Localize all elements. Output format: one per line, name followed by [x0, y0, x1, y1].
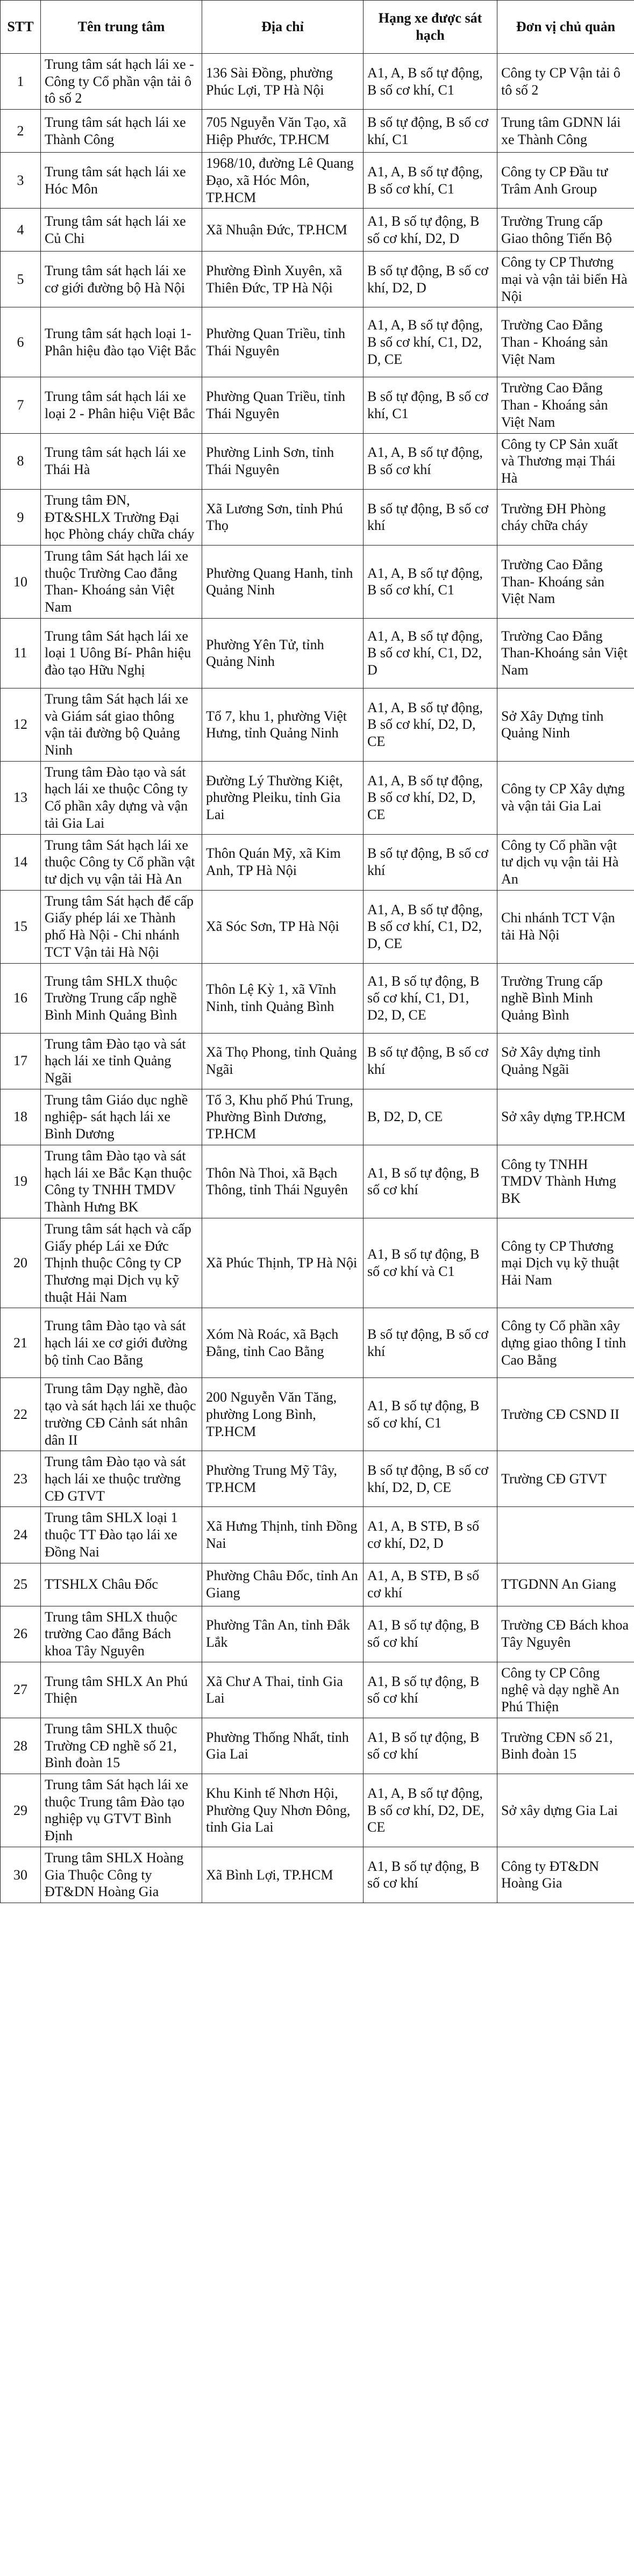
- table-row: [1, 209, 634, 252]
- row-managing-unit: Công ty TNHH TMDV Thành Hưng BK: [497, 1145, 634, 1218]
- table-row: [1, 1847, 634, 1903]
- row-stt: 19: [1, 1145, 41, 1218]
- table-row: [1, 153, 634, 209]
- row-managing-unit: Sở Xây dựng tỉnh Quảng Ngãi: [497, 1033, 634, 1089]
- row-center-name: Trung tâm sát hạch lái xe loại 2 - Phân hiệu Việt Bắc: [41, 377, 202, 433]
- table-row: [1, 963, 634, 1033]
- table-row: [1, 1774, 634, 1847]
- row-stt: 8: [1, 433, 41, 489]
- row-stt: 4: [1, 209, 41, 252]
- row-managing-unit: Trường Cao Đẳng Than-Khoáng sản Việt Nam: [497, 618, 634, 688]
- row-managing-unit: Trường Trung cấp Giao thông Tiến Bộ: [497, 209, 634, 252]
- row-address: Thôn Lệ Kỳ 1, xã Vĩnh Ninh, tỉnh Quảng Bình: [202, 963, 364, 1033]
- row-stt: 26: [1, 1606, 41, 1662]
- row-vehicle-classes: B số tự động, B số cơ khí: [364, 1308, 497, 1378]
- row-address: Xã Thọ Phong, tỉnh Quảng Ngãi: [202, 1033, 364, 1089]
- row-vehicle-classes: A1, A, B STĐ, B số cơ khí, D2, D: [364, 1507, 497, 1563]
- row-managing-unit: Trường Cao Đẳng Than- Khoáng sản Việt Nam: [497, 545, 634, 618]
- table-row: [1, 618, 634, 688]
- row-address: Phường Quan Triều, tỉnh Thái Nguyên: [202, 377, 364, 433]
- row-stt: 29: [1, 1774, 41, 1847]
- row-stt: 28: [1, 1718, 41, 1774]
- row-center-name: Trung tâm sát hạch lái xe Hóc Môn: [41, 153, 202, 209]
- row-center-name: Trung tâm SHLX Hoàng Gia Thuộc Công ty ĐT&DN Hoàng Gia: [41, 1847, 202, 1903]
- row-address: 705 Nguyễn Văn Tạo, xã Hiệp Phước, TP.HCM: [202, 110, 364, 153]
- row-vehicle-classes: B số tự động, B số cơ khí, D2, D: [364, 252, 497, 307]
- row-center-name: Trung tâm SHLX thuộc Trường CĐ nghề số 21, Bình đoàn 15: [41, 1718, 202, 1774]
- row-vehicle-classes: A1, B số tự động, B số cơ khí: [364, 1718, 497, 1774]
- row-address: Tổ 3, Khu phố Phú Trung, Phường Bình Dương, TP.HCM: [202, 1089, 364, 1145]
- row-vehicle-classes: A1, A, B số tự động, B số cơ khí, D2, D, CE: [364, 761, 497, 834]
- row-vehicle-classes: A1, B số tự động, B số cơ khí: [364, 1847, 497, 1903]
- row-managing-unit: Trường CĐ GTVT: [497, 1451, 634, 1507]
- row-address: Khu Kinh tế Nhơn Hội, Phường Quy Nhơn Đông, tỉnh Gia Lai: [202, 1774, 364, 1847]
- row-stt: 30: [1, 1847, 41, 1903]
- table-row: [1, 761, 634, 834]
- row-managing-unit: Trường ĐH Phòng cháy chữa cháy: [497, 489, 634, 545]
- row-center-name: Trung tâm Sát hạch lái xe thuộc Trường Cao đẳng Than- Khoáng sản Việt Nam: [41, 545, 202, 618]
- row-center-name: Trung tâm sát hạch loại 1- Phân hiệu đào tạo Việt Bắc: [41, 307, 202, 377]
- table-row: [1, 1606, 634, 1662]
- row-vehicle-classes: B số tự động, B số cơ khí, D2, D, CE: [364, 1451, 497, 1507]
- row-address: Phường Thống Nhất, tỉnh Gia Lai: [202, 1718, 364, 1774]
- header-managing-unit: Đơn vị chủ quản: [497, 1, 634, 54]
- row-center-name: Trung tâm SHLX An Phú Thiện: [41, 1662, 202, 1718]
- row-stt: 1: [1, 54, 41, 110]
- row-stt: 22: [1, 1378, 41, 1451]
- table-row: [1, 1145, 634, 1218]
- row-managing-unit: Trường Trung cấp nghề Bình Minh Quảng Bình: [497, 963, 634, 1033]
- row-vehicle-classes: A1, B số tự động, B số cơ khí: [364, 1662, 497, 1718]
- row-vehicle-classes: A1, B số tự động, B số cơ khí, C1, D1, D2, D, CE: [364, 963, 497, 1033]
- row-center-name: Trung tâm Sát hạch lái xe loại 1 Uông Bí- Phân hiệu đào tạo Hữu Nghị: [41, 618, 202, 688]
- row-vehicle-classes: A1, A, B số tự động, B số cơ khí, C1: [364, 545, 497, 618]
- row-managing-unit: Trường CĐ Bách khoa Tây Nguyên: [497, 1606, 634, 1662]
- table-row: [1, 252, 634, 307]
- row-stt: 23: [1, 1451, 41, 1507]
- row-managing-unit: Công ty CP Xây dựng và vận tải Gia Lai: [497, 761, 634, 834]
- row-center-name: Trung tâm Sát hạch để cấp Giấy phép lái xe Thành phố Hà Nội - Chi nhánh TCT Vận tải Hà Nội: [41, 890, 202, 963]
- table-row: [1, 1507, 634, 1563]
- row-address: Đường Lý Thường Kiệt, phường Pleiku, tỉnh Gia Lai: [202, 761, 364, 834]
- row-stt: 10: [1, 545, 41, 618]
- row-managing-unit: Sở xây dựng TP.HCM: [497, 1089, 634, 1145]
- row-managing-unit: Sở xây dựng Gia Lai: [497, 1774, 634, 1847]
- table-row: [1, 545, 634, 618]
- row-managing-unit: [497, 1507, 634, 1563]
- row-vehicle-classes: A1, A, B số tự động, B số cơ khí, D2, DE, CE: [364, 1774, 497, 1847]
- row-center-name: Trung tâm sát hạch lái xe Củ Chi: [41, 209, 202, 252]
- row-vehicle-classes: A1, A, B số tự động, B số cơ khí, C1, D2, D: [364, 618, 497, 688]
- row-address: Xã Chư A Thai, tỉnh Gia Lai: [202, 1662, 364, 1718]
- row-managing-unit: Công ty CP Thương mại Dịch vụ kỹ thuật Hải Nam: [497, 1218, 634, 1308]
- row-vehicle-classes: B số tự động, B số cơ khí: [364, 834, 497, 890]
- row-center-name: Trung tâm sát hạch lái xe - Công ty Cổ phần vận tải ô tô số 2: [41, 54, 202, 110]
- row-center-name: Trung tâm sát hạch lái xe Thành Công: [41, 110, 202, 153]
- row-managing-unit: Công ty Cổ phần vật tư dịch vụ vận tải Hà An: [497, 834, 634, 890]
- row-vehicle-classes: A1, B số tự động, B số cơ khí: [364, 1606, 497, 1662]
- row-address: Xã Lương Sơn, tỉnh Phú Thọ: [202, 489, 364, 545]
- header-stt: STT: [1, 1, 41, 54]
- row-stt: 21: [1, 1308, 41, 1378]
- row-address: 200 Nguyễn Văn Tăng, phường Long Bình, TP.HCM: [202, 1378, 364, 1451]
- row-address: 136 Sài Đồng, phường Phúc Lợi, TP Hà Nội: [202, 54, 364, 110]
- table-row: [1, 1378, 634, 1451]
- row-stt: 9: [1, 489, 41, 545]
- row-stt: 25: [1, 1563, 41, 1606]
- row-address: Phường Linh Sơn, tỉnh Thái Nguyên: [202, 433, 364, 489]
- table-row: [1, 1033, 634, 1089]
- row-managing-unit: Trường Cao Đẳng Than - Khoáng sản Việt Nam: [497, 377, 634, 433]
- row-stt: 27: [1, 1662, 41, 1718]
- row-address: 1968/10, đường Lê Quang Đạo, xã Hóc Môn, TP.HCM: [202, 153, 364, 209]
- row-vehicle-classes: B số tự động, B số cơ khí: [364, 1033, 497, 1089]
- row-center-name: Trung tâm SHLX loại 1 thuộc TT Đào tạo lái xe Đồng Nai: [41, 1507, 202, 1563]
- row-stt: 16: [1, 963, 41, 1033]
- row-stt: 14: [1, 834, 41, 890]
- row-managing-unit: Công ty CP Vận tải ô tô số 2: [497, 54, 634, 110]
- row-address: Xã Sóc Sơn, TP Hà Nội: [202, 890, 364, 963]
- row-stt: 15: [1, 890, 41, 963]
- row-managing-unit: Trường Cao Đẳng Than - Khoáng sản Việt Nam: [497, 307, 634, 377]
- row-center-name: Trung tâm SHLX thuộc trường Cao đẳng Bách khoa Tây Nguyên: [41, 1606, 202, 1662]
- table-header-row: [1, 1, 634, 54]
- row-address: Phường Quang Hanh, tỉnh Quảng Ninh: [202, 545, 364, 618]
- row-center-name: Trung tâm Đào tạo và sát hạch lái xe tỉnh Quảng Ngãi: [41, 1033, 202, 1089]
- row-vehicle-classes: B, D2, D, CE: [364, 1089, 497, 1145]
- row-vehicle-classes: A1, B số tự động, B số cơ khí, C1: [364, 1378, 497, 1451]
- table-row: [1, 110, 634, 153]
- row-managing-unit: Công ty CP Đầu tư Trâm Anh Group: [497, 153, 634, 209]
- row-address: Phường Tân An, tỉnh Đắk Lắk: [202, 1606, 364, 1662]
- table-row: [1, 1308, 634, 1378]
- row-address: Xã Hưng Thịnh, tỉnh Đồng Nai: [202, 1507, 364, 1563]
- row-stt: 20: [1, 1218, 41, 1308]
- row-managing-unit: Công ty CP Công nghệ và dạy nghề An Phú Thiện: [497, 1662, 634, 1718]
- row-managing-unit: Trường CĐ CSND II: [497, 1378, 634, 1451]
- row-address: Thôn Quán Mỹ, xã Kim Anh, TP Hà Nội: [202, 834, 364, 890]
- row-center-name: Trung tâm SHLX thuộc Trường Trung cấp nghề Bình Minh Quảng Bình: [41, 963, 202, 1033]
- row-vehicle-classes: A1, B số tự động, B số cơ khí, D2, D: [364, 209, 497, 252]
- row-address: Xã Bình Lợi, TP.HCM: [202, 1847, 364, 1903]
- row-vehicle-classes: A1, A, B STĐ, B số cơ khí: [364, 1563, 497, 1606]
- row-center-name: Trung tâm sát hạch và cấp Giấy phép Lái xe Đức Thịnh thuộc Công ty CP Thương mại Dịch vụ kỹ thuật Hải Nam: [41, 1218, 202, 1308]
- table-row: [1, 1563, 634, 1606]
- header-vehicle-classes: Hạng xe được sát hạch: [364, 1, 497, 54]
- row-center-name: Trung tâm Dạy nghề, đào tạo và sát hạch lái xe thuộc trường CĐ Cảnh sát nhân dân II: [41, 1378, 202, 1451]
- row-vehicle-classes: A1, B số tự động, B số cơ khí: [364, 1145, 497, 1218]
- row-vehicle-classes: A1, A, B số tự động, B số cơ khí, D2, D, CE: [364, 688, 497, 761]
- row-center-name: Trung tâm Đào tạo và sát hạch lái xe thuộc trường CĐ GTVT: [41, 1451, 202, 1507]
- row-address: Xã Nhuận Đức, TP.HCM: [202, 209, 364, 252]
- row-stt: 13: [1, 761, 41, 834]
- row-address: Phường Châu Đốc, tỉnh An Giang: [202, 1563, 364, 1606]
- row-stt: 24: [1, 1507, 41, 1563]
- row-vehicle-classes: B số tự động, B số cơ khí, C1: [364, 110, 497, 153]
- table-row: [1, 834, 634, 890]
- row-stt: 2: [1, 110, 41, 153]
- table-row: [1, 377, 634, 433]
- row-vehicle-classes: A1, B số tự động, B số cơ khí và C1: [364, 1218, 497, 1308]
- row-vehicle-classes: B số tự động, B số cơ khí, C1: [364, 377, 497, 433]
- row-stt: 11: [1, 618, 41, 688]
- row-vehicle-classes: A1, A, B số tự động, B số cơ khí: [364, 433, 497, 489]
- row-stt: 6: [1, 307, 41, 377]
- row-stt: 18: [1, 1089, 41, 1145]
- row-vehicle-classes: B số tự động, B số cơ khí: [364, 489, 497, 545]
- table-row: [1, 433, 634, 489]
- row-center-name: Trung tâm Sát hạch lái xe thuộc Trung tâm Đào tạo nghiệp vụ GTVT Bình Định: [41, 1774, 202, 1847]
- row-center-name: Trung tâm Đào tạo và sát hạch lái xe Bắc Kạn thuộc Công ty TNHH TMDV Thành Hưng BK: [41, 1145, 202, 1218]
- table-row: [1, 1089, 634, 1145]
- table-row: [1, 1662, 634, 1718]
- row-stt: 12: [1, 688, 41, 761]
- row-managing-unit: Công ty CP Thương mại và vận tải biển Hà Nội: [497, 252, 634, 307]
- row-address: Tổ 7, khu 1, phường Việt Hưng, tỉnh Quảng Ninh: [202, 688, 364, 761]
- row-managing-unit: Trung tâm GDNN lái xe Thành Công: [497, 110, 634, 153]
- row-managing-unit: Công ty ĐT&DN Hoàng Gia: [497, 1847, 634, 1903]
- row-center-name: Trung tâm Đào tạo và sát hạch lái xe cơ giới đường bộ tỉnh Cao Bằng: [41, 1308, 202, 1378]
- header-center-name: Tên trung tâm: [41, 1, 202, 54]
- row-address: Phường Đình Xuyên, xã Thiên Đức, TP Hà Nội: [202, 252, 364, 307]
- row-vehicle-classes: A1, A, B số tự động, B số cơ khí, C1: [364, 153, 497, 209]
- row-center-name: Trung tâm ĐN, ĐT&SHLX Trường Đại học Phòng cháy chữa cháy: [41, 489, 202, 545]
- table-row: [1, 54, 634, 110]
- row-stt: 3: [1, 153, 41, 209]
- table-row: [1, 489, 634, 545]
- row-address: Xã Phúc Thịnh, TP Hà Nội: [202, 1218, 364, 1308]
- row-center-name: Trung tâm sát hạch lái xe cơ giới đường bộ Hà Nội: [41, 252, 202, 307]
- row-managing-unit: Chi nhánh TCT Vận tải Hà Nội: [497, 890, 634, 963]
- header-address: Địa chỉ: [202, 1, 364, 54]
- row-center-name: TTSHLX Châu Đốc: [41, 1563, 202, 1606]
- table-row: [1, 1218, 634, 1308]
- row-managing-unit: Công ty CP Sản xuất và Thương mại Thái Hà: [497, 433, 634, 489]
- row-managing-unit: Công ty Cổ phần xây dựng giao thông I tỉnh Cao Bằng: [497, 1308, 634, 1378]
- table-row: [1, 890, 634, 963]
- row-center-name: Trung tâm Sát hạch lái xe và Giám sát giao thông vận tải đường bộ Quảng Ninh: [41, 688, 202, 761]
- row-stt: 5: [1, 252, 41, 307]
- row-center-name: Trung tâm Sát hạch lái xe thuộc Công ty Cổ phần vật tư dịch vụ vận tải Hà An: [41, 834, 202, 890]
- table-row: [1, 1718, 634, 1774]
- row-address: Phường Trung Mỹ Tây, TP.HCM: [202, 1451, 364, 1507]
- row-managing-unit: Trường CĐN số 21, Binh đoàn 15: [497, 1718, 634, 1774]
- row-center-name: Trung tâm Đào tạo và sát hạch lái xe thuộc Công ty Cổ phần xây dựng và vận tải Gia Lai: [41, 761, 202, 834]
- row-managing-unit: Sở Xây Dựng tỉnh Quảng Ninh: [497, 688, 634, 761]
- row-address: Phường Quan Triều, tỉnh Thái Nguyên: [202, 307, 364, 377]
- row-managing-unit: TTGDNN An Giang: [497, 1563, 634, 1606]
- table-row: [1, 688, 634, 761]
- row-stt: 7: [1, 377, 41, 433]
- row-stt: 17: [1, 1033, 41, 1089]
- row-address: Thôn Nà Thoi, xã Bạch Thông, tỉnh Thái Nguyên: [202, 1145, 364, 1218]
- row-center-name: Trung tâm sát hạch lái xe Thái Hà: [41, 433, 202, 489]
- row-vehicle-classes: A1, A, B số tự động, B số cơ khí, C1, D2, D, CE: [364, 890, 497, 963]
- table-row: [1, 1451, 634, 1507]
- row-address: Phường Yên Tử, tỉnh Quảng Ninh: [202, 618, 364, 688]
- table-body: [1, 54, 634, 1903]
- row-vehicle-classes: A1, A, B số tự động, B số cơ khí, C1, D2, D, CE: [364, 307, 497, 377]
- table-row: [1, 307, 634, 377]
- row-vehicle-classes: A1, A, B số tự động, B số cơ khí, C1: [364, 54, 497, 110]
- row-center-name: Trung tâm Giáo dục nghề nghiệp- sát hạch lái xe Bình Dương: [41, 1089, 202, 1145]
- row-address: Xóm Nà Roác, xã Bạch Đằng, tỉnh Cao Bằng: [202, 1308, 364, 1378]
